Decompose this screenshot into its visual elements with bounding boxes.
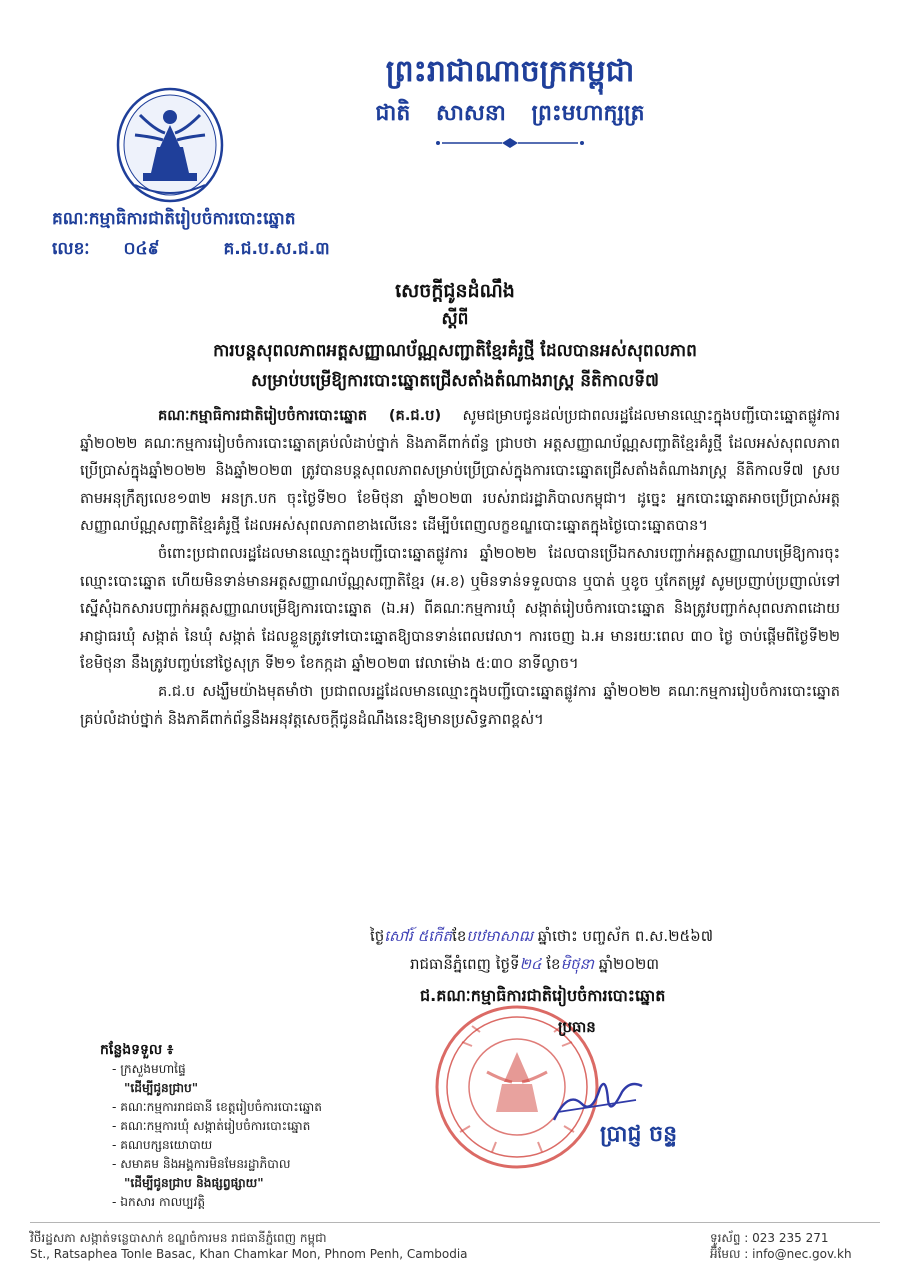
kingdom-header xyxy=(330,52,690,154)
solar-date-line xyxy=(370,950,830,978)
paragraph-3: គ.ជ.ប សង្ឃឹមយ៉ាងមុតមាំថា ប្រជាពលរដ្ឋដែលមានឈ្មោះក្នុងបញ្ជីបោះឆ្នោតផ្លូវការ ឆ្នាំ២០២២ គណៈកម្មការរៀបចំការបោះឆ្នោតគ្រប់លំដាប់ថ្នាក់ និងភាគីពាក់ព័ន្ធនឹងអនុវត្តសេចក្តីជូនដំណឹងនេះឱ្យមានប្រសិទ្ធភាពខ្ពស់។ xyxy=(80,682,840,728)
notice-subject-label: ស្តីពី xyxy=(441,309,469,329)
kingdom-title: ព្រះរាជាណាចក្រកម្ពុជា xyxy=(385,54,635,89)
footer-address xyxy=(30,1230,468,1262)
reference-line xyxy=(52,238,330,263)
footer-address-khmer: វិថីរដ្ឋសភា សង្កាត់ទន្លេបាសាក់ ខណ្ឌចំការមន រាជធានីភ្នំពេញ កម្ពុជា xyxy=(30,1231,327,1245)
recipient-item: - សមាគម និងអង្គការមិនមែនរដ្ឋាភិបាល xyxy=(112,1157,291,1171)
paragraph-1-text: សូមជម្រាបជូនដល់ប្រជាពលរដ្ឋដែលមានឈ្មោះក្នុងបញ្ជីបោះឆ្នោតផ្លូវការ ឆ្នាំ២០២២ គណៈកម្មការរៀបចំការបោះឆ្នោតគ្រប់លំដាប់ថ្នាក់ និងភាគីពាក់ព័ន្ធ ជ្រាបថា អត្តសញ្ញាណប័ណ្ណសញ្ជាតិខ្មែរគំរូថ្មី ដែលអស់សុពលភាពប្រើប្រាស់ក្នុងឆ្នាំ២០២២ និងឆ្នាំ២០២៣ ត្រូវបានបន្តសុពលភាពសម្រាប់ប្រើប្រាស់ក្នុងការបោះឆ្នោតជ្រើសតាំងតំណាងរាស្ត្រ នីតិកាលទី៧ ស្របតាមអនុក្រឹត្យលេខ១៣២ អនក្រ.បក ចុះថ្ងៃទី២០ ខែមិថុនា ឆ្នាំ២០២៣ របស់រាជរដ្ឋាភិបាលកម្ពុជា។ ដូច្នេះ អ្នកបោះឆ្នោតអាចប្រើប្រាស់អត្តសញ្ញាណប័ណ្ណសញ្ជាតិខ្មែរគំរូថ្មី ដែលអស់សុពលភាពខាងលើនេះ ដើម្បីបំពេញលក្ខខណ្ឌបោះឆ្នោតក្នុងថ្ងៃបោះឆ្នោតបាន។ xyxy=(80,407,840,535)
solar-date-prefix: រាជធានីភ្នំពេញ ថ្ងៃទី xyxy=(410,955,520,973)
issuing-organization: គណៈកម្មាធិការជាតិរៀបចំការបោះឆ្នោត xyxy=(52,209,296,229)
notice-subject-line-1: ការបន្តសុពលភាពអត្តសញ្ញាណប័ណ្ណសញ្ជាតិខ្មែរគំរូថ្មី ដែលបានអស់សុពលភាព xyxy=(213,341,697,361)
notice-title-block xyxy=(110,276,800,396)
recipient-item: "ដើម្បីជូនជ្រាប និងផ្សព្វផ្សាយ" xyxy=(124,1176,264,1190)
recipient-item: "ដើម្បីជូនជ្រាប" xyxy=(124,1081,199,1095)
paragraph-2: ចំពោះប្រជាពលរដ្ឋដែលមានឈ្មោះក្នុងបញ្ជីបោះឆ្នោតផ្លូវការ ឆ្នាំ២០២២ ដែលបានប្រើឯកសារបញ្ជាក់អត្តសញ្ញាណបម្រើឱ្យការចុះឈ្មោះបោះឆ្នោត ហើយមិនទាន់មានអត្តសញ្ញាណប័ណ្ណសញ្ជាតិខ្មែរ (អ.ខ) ឬមិនទាន់ទទួលបាន ឬបាត់ ឬខូច ឬកែតម្រូវ សូមប្រញាប់ប្រញាល់ទៅស្នើសុំឯកសារបញ្ជាក់អត្តសញ្ញាណបម្រើឱ្យការបោះឆ្នោត (ឯ.អ) ពីគណៈកម្មការឃុំ សង្កាត់រៀបចំការបោះឆ្នោត និងត្រូវបញ្ជាក់សុពលភាពដោយអាជ្ញាធរឃុំ សង្កាត់ នៃឃុំ សង្កាត់ ដែលខ្លួនត្រូវទៅបោះឆ្នោតឱ្យបានទាន់ពេលវេលា។ ការចេញ ឯ.អ មានរយៈពេល ៣០ ថ្ងៃ ចាប់ផ្តើមពីថ្ងៃទី២២ ខែមិថុនា នឹងត្រូវបញ្ចប់នៅថ្ងៃសុក្រ ទី២១ ខែកក្កដា ឆ្នាំ២០២៣ វេលាម៉ោង ៥:៣០ នាទីល្ងាច។ xyxy=(80,544,840,673)
lunar-month-handwritten: បឋមាសាឍ xyxy=(466,927,534,945)
recipient-item: - ក្រសួងមហាផ្ទៃ xyxy=(112,1062,186,1076)
recipient-item: - គណៈកម្មការរាជធានី ខេត្តរៀបចំការបោះឆ្នោត xyxy=(112,1100,322,1114)
reference-number: ០៤៩ xyxy=(123,239,160,259)
paragraph-1 xyxy=(80,402,840,540)
date-block xyxy=(370,922,830,978)
lunar-date-suffix: ឆ្នាំថោះ បញ្ចស័ក ព.ស.២៥៦៧ xyxy=(537,927,714,945)
footer-contact xyxy=(710,1230,852,1262)
recipient-item: - គណៈកម្មការឃុំ សង្កាត់រៀបចំការបោះឆ្នោត xyxy=(112,1119,311,1133)
nec-logo-icon xyxy=(115,85,225,203)
solar-date-suffix: ឆ្នាំ២០២៣ xyxy=(598,955,660,973)
national-motto: ជាតិ សាសនា ព្រះមហាក្សត្រ xyxy=(375,101,645,126)
lunar-month-prefix: ខែ xyxy=(452,927,467,945)
notice-body xyxy=(80,402,840,733)
footer-address-english: St., Ratsaphea Tonle Basac, Khan Chamkar Mon, Phnom Penh, Cambodia xyxy=(30,1247,468,1261)
signatory-name: ប្រាជ្ញ ចន្ទ xyxy=(600,1122,678,1147)
lunar-day-handwritten: សៅរ៍ ៥កើត xyxy=(384,927,453,945)
lunar-date-line xyxy=(370,922,830,950)
paragraph-1-lead: គណៈកម្មាធិការជាតិរៀបចំការបោះឆ្នោត (គ.ជ.ប) xyxy=(158,407,442,424)
reference-code: គ.ជ.ប.ស.ជ.៣ xyxy=(223,239,330,259)
ornament-divider-icon xyxy=(330,136,690,150)
recipient-item: - គណបក្សនយោបាយ xyxy=(112,1138,213,1152)
signatory-organization: ជ.គណៈកម្មាធិការជាតិរៀបចំការបោះឆ្នោត xyxy=(420,986,666,1005)
recipient-item: - ឯកសារ កាលប្បវត្តិ xyxy=(112,1195,206,1209)
reference-label: លេខៈ xyxy=(52,239,90,259)
lunar-date-prefix: ថ្ងៃ xyxy=(370,927,385,945)
solar-month-prefix: ខែ xyxy=(546,955,561,973)
footer-email: អ៊ីមែល : info@nec.gov.kh xyxy=(710,1247,852,1261)
solar-month-handwritten: មិថុនា xyxy=(560,955,594,973)
solar-day-handwritten: ២៤ xyxy=(519,955,542,973)
notice-subject-line-2: សម្រាប់បម្រើឱ្យការបោះឆ្នោតជ្រើសតាំងតំណាងរាស្ត្រ នីតិកាលទី៧ xyxy=(251,371,659,391)
signatory-title: ប្រធាន xyxy=(558,1018,596,1036)
footer-divider xyxy=(30,1222,880,1223)
recipients-list xyxy=(112,1060,322,1212)
notice-title: សេចក្តីជូនដំណឹង xyxy=(395,280,515,302)
footer-phone: ទូរស័ព្ទ : 023 235 271 xyxy=(710,1231,829,1245)
recipients-title: កន្លែងទទួល ៖ xyxy=(100,1042,174,1058)
